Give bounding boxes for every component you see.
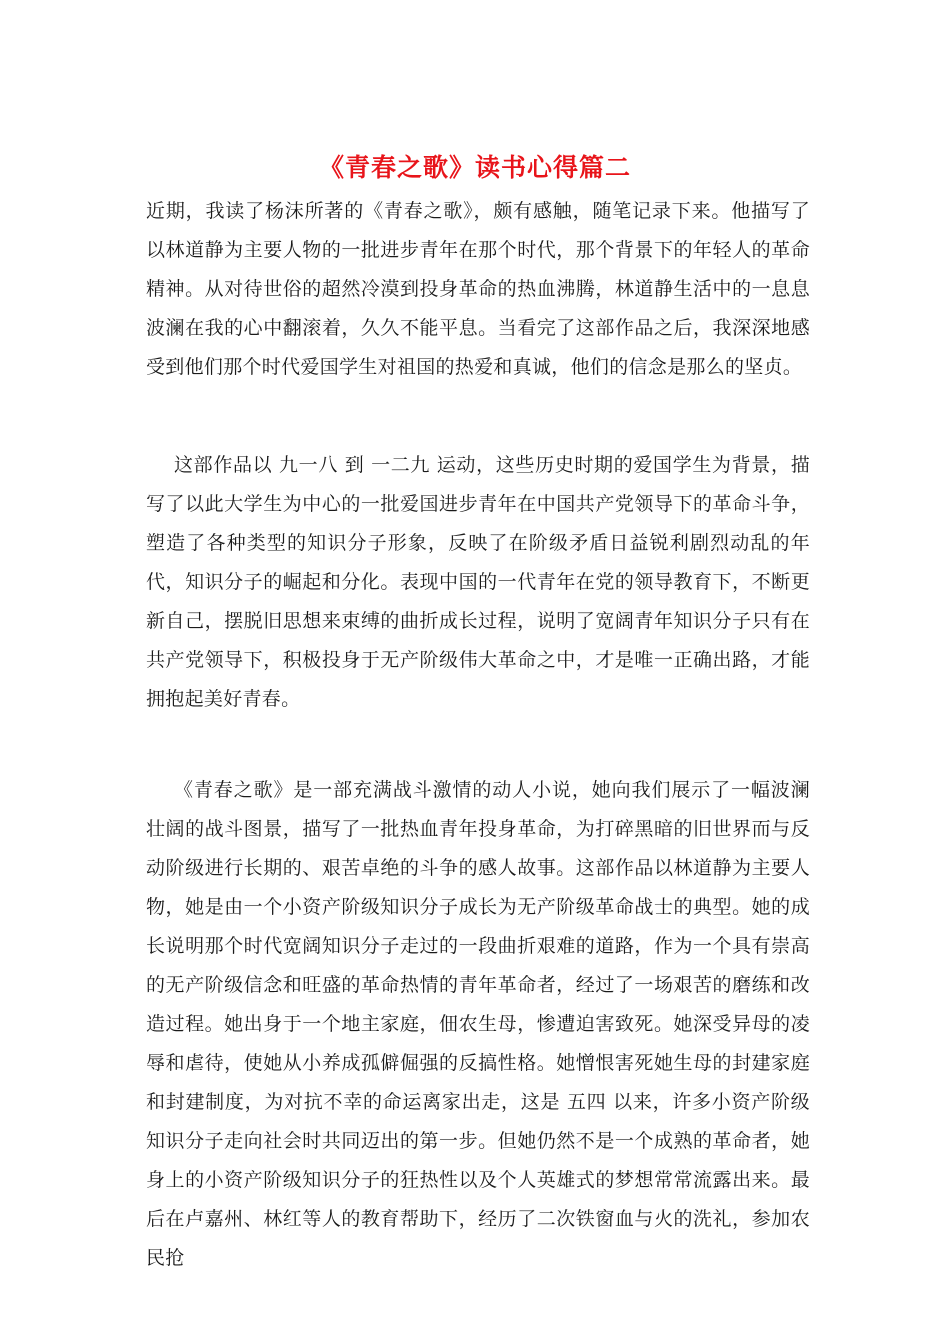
- paragraph-2: 这部作品以 九一八 到 一二九 运动，这些历史时期的爱国学生为背景，描写了以此大学生为中心的一批爱国进步青年在中国共产党领导下的革命斗争，塑造了各种类型的知识分子形象，反映了在阶级矛盾日益锐利剧烈动乱的年代，知识分子的崛起和分化。表现中国的一代青年在党的领导教育下，不断更新自己，摆脱旧思想来束缚的曲折成长过程，说明了宽阔青年知识分子只有在共产党领导下，积极投身于无产阶级伟大革命之中，才是唯一正确出路，才能拥抱起美好青春。: [146, 454, 810, 710]
- document-title: 《青春之歌》读书心得篇二: [318, 153, 631, 182]
- paragraph-1: 近期，我读了杨沫所著的《青春之歌》，颇有感触，随笔记录下来。他描写了以林道静为主要人物的一批进步青年在那个时代，那个背景下的年轻人的革命精神。从对待世俗的超然冷漠到投身革命的热血沸腾，林道静生活中的一息息波澜在我的心中翻滚着，久久不能平息。当看完了这部作品之后，我深深地感受到他们那个时代爱国学生对祖国的热爱和真诚，他们的信念是那么的坚贞。: [146, 200, 810, 378]
- paragraph-3: 《青春之歌》是一部充满战斗激情的动人小说，她向我们展示了一幅波澜壮阔的战斗图景，描写了一批热血青年投身革命，为打碎黑暗的旧世界而与反动阶级进行长期的、艰苦卓绝的斗争的感人故事。这部作品以林道静为主要人物，她是由一个小资产阶级知识分子成长为无产阶级革命战士的典型。她的成长说明那个时代宽阔知识分子走过的一段曲折艰难的道路，作为一个具有崇高的无产阶级信念和旺盛的革命热情的青年革命者，经过了一场艰苦的磨练和改造过程。她出身于一个地主家庭，佃农生母，惨遭迫害致死。她深受异母的凌辱和虐待，使她从小养成孤僻倔强的反搞性格。她憎恨害死她生母的封建家庭和封建制度，为对抗不幸的命运离家出走，这是 五四 以来，许多小资产阶级知识分子走向社会时共同迈出的第一步。但她仍然不是一个成熟的革命者，她身上的小资产阶级知识分子的狂热性以及个人英雄式的梦想常常流露出来。最后在卢嘉州、林红等人的教育帮助下，经历了二次铁窗血与火的洗礼，参加农民抢: [146, 779, 810, 1269]
